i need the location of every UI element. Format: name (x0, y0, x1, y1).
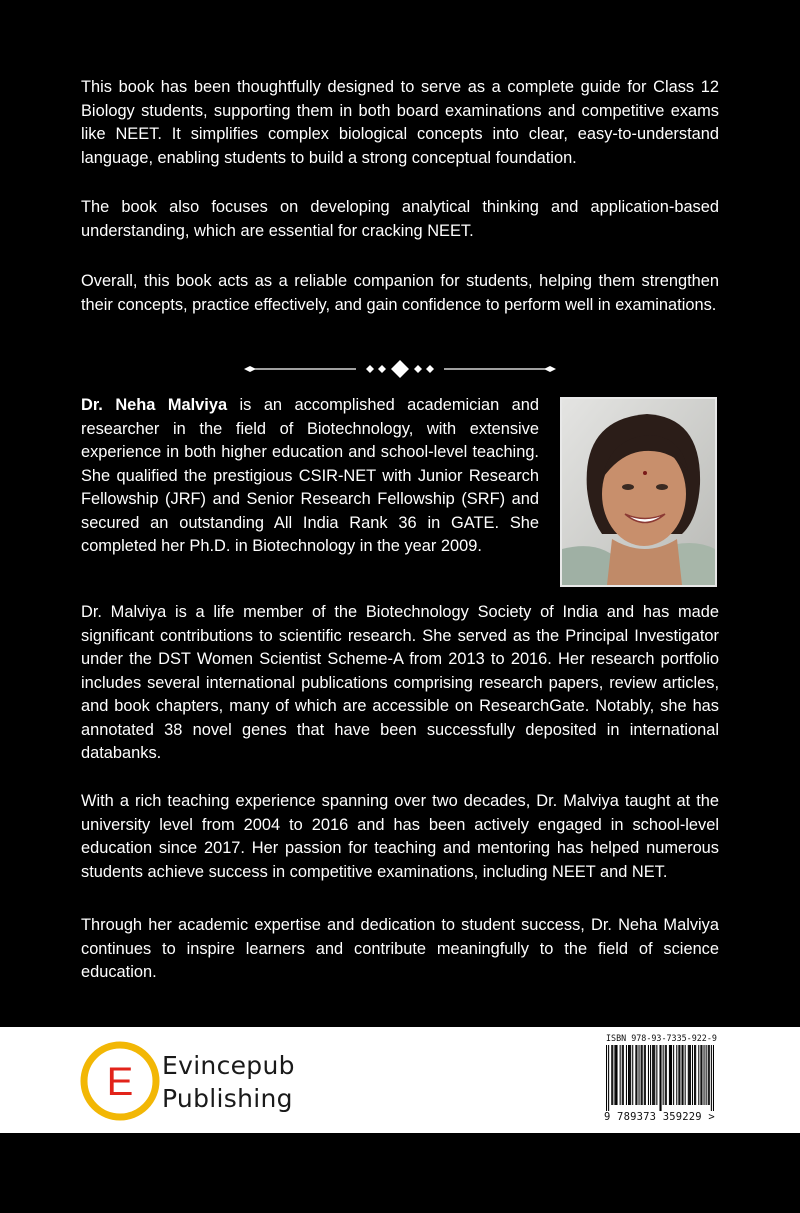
barcode-bar (656, 1045, 657, 1105)
barcode-bar (648, 1045, 649, 1105)
barcode-bar (711, 1045, 712, 1111)
barcode-bar (666, 1045, 667, 1105)
barcode-bar (611, 1045, 612, 1105)
barcode-bar (694, 1045, 695, 1105)
barcode-bar (676, 1045, 677, 1105)
publisher-name-line2: Publishing (162, 1084, 293, 1113)
barcode-bar (690, 1045, 691, 1105)
barcode-bar (620, 1045, 621, 1105)
barcode-bar (706, 1045, 707, 1105)
barcode-bar (632, 1045, 633, 1105)
barcode-bar (645, 1045, 646, 1105)
barcode-bar (654, 1045, 655, 1105)
barcode-bar (623, 1045, 624, 1105)
barcode-bar (678, 1045, 679, 1105)
barcode-bar (685, 1045, 686, 1105)
isbn-barcode (600, 1033, 722, 1127)
barcode-bar (665, 1045, 666, 1105)
publisher-logo (78, 1039, 298, 1123)
barcode-bar (704, 1045, 705, 1105)
author-name: Dr. Neha Malviya (81, 396, 228, 414)
barcode-bar (636, 1045, 637, 1105)
barcode-bar (682, 1045, 683, 1105)
barcode-bar (701, 1045, 702, 1105)
blurb-paragraph-2: The book also focuses on developing analytical thinking and application-based understanding, which are essential for cracking NEET. (81, 198, 719, 240)
publisher-logo-mark (78, 1039, 162, 1123)
barcode-bars (606, 1045, 714, 1111)
barcode-bar (689, 1045, 690, 1105)
barcode-bar (695, 1045, 696, 1105)
barcode-bar (652, 1045, 653, 1105)
ornamental-divider (244, 359, 556, 379)
barcode-bar (616, 1045, 617, 1105)
barcode-bar (663, 1045, 664, 1105)
isbn-label: ISBN 978-93-7335-922-9 (606, 1033, 717, 1043)
barcode-bar (629, 1045, 630, 1105)
barcode-bar (673, 1045, 674, 1105)
barcode-bar (698, 1045, 699, 1105)
barcode-bar (692, 1045, 693, 1105)
author-photo (560, 397, 717, 587)
barcode-bar (669, 1045, 670, 1105)
barcode-bar (639, 1045, 640, 1105)
barcode-bar (653, 1045, 654, 1105)
barcode-bar (683, 1045, 684, 1105)
barcode-bar (650, 1045, 651, 1105)
barcode-bar (626, 1045, 627, 1105)
barcode-bar (608, 1045, 609, 1111)
barcode-bar (641, 1045, 642, 1105)
barcode-bar (644, 1045, 645, 1105)
barcode-bar (614, 1045, 615, 1105)
barcode-bar (700, 1045, 701, 1105)
barcode-bar (713, 1045, 714, 1111)
author-bio-paragraph-2: Dr. Malviya is a life member of the Biotechnology Society of India and has made significant contributions to scientific research. She served as the Principal Investigator under the DST Women Scientist Scheme-A from 2013 to 2016. Her research portfolio includes several international publications comprising research papers, review articles, and book chapters, many of which are accessible on ResearchGate. Notably, she has annotated 38 novel genes that have been successfully deposited in international databanks. (81, 603, 719, 762)
barcode-bar (612, 1045, 613, 1105)
author-bio-paragraph-4: Through her academic expertise and dedication to student success, Dr. Neha Malviya continues to inspire learners and contribute meaningfully to the field of science education. (81, 916, 719, 981)
barcode-bar (642, 1045, 643, 1105)
barcode-digits: 9 789373 359229 > (604, 1111, 715, 1123)
publisher-name-line1: Evincepub (162, 1051, 295, 1080)
barcode-bar (628, 1045, 629, 1105)
author-bio-intro-text: is an accomplished academician and researcher in the field of Biotechnology, with extensive experience in both higher education and school-level teaching. She qualified the prestigious CSIR-NET with Junior Research Fellowship (JRF) and Senior Research Fellowship (SRF) and secured an outstanding All India Rank 36 in GATE. She completed her Ph.D. in Biotechnology in the year 2009. (81, 396, 539, 555)
blurb-paragraph-3: Overall, this book acts as a reliable companion for students, helping them strengthen their concepts, practice effectively, and gain confidence to perform well in examinations. (81, 272, 719, 314)
barcode-bar (635, 1045, 636, 1105)
barcode-bar (679, 1045, 680, 1105)
barcode-bar (630, 1045, 631, 1105)
blurb-paragraph-1: This book has been thoughtfully designed to serve as a complete guide for Class 12 Biology students, supporting them in both board examinations and competitive exams like NEET. It simplifies complex biological concepts into clear, easy-to-understand language, enabling students to build a strong conceptual foundation. (81, 78, 719, 167)
barcode-bar (659, 1045, 660, 1111)
barcode-bar (622, 1045, 623, 1105)
barcode-bar (606, 1045, 607, 1111)
author-bio-paragraph-3: With a rich teaching experience spanning over two decades, Dr. Malviya taught at the university level from 2004 to 2016 and has been actively engaged in school-level education since 2017. Her passion for teaching and mentoring has helped numerous students achieve success in competitive examinations, including NEET and NET. (81, 792, 719, 881)
barcode-bar (708, 1045, 709, 1105)
barcode-bar (688, 1045, 689, 1105)
barcode-bar (671, 1045, 672, 1105)
barcode-bar (661, 1045, 662, 1111)
barcode-bar (709, 1045, 710, 1105)
barcode-bar (615, 1045, 616, 1105)
barcode-bar (670, 1045, 671, 1105)
svg-text:E: E (106, 1060, 134, 1104)
author-bio-intro (81, 394, 539, 559)
